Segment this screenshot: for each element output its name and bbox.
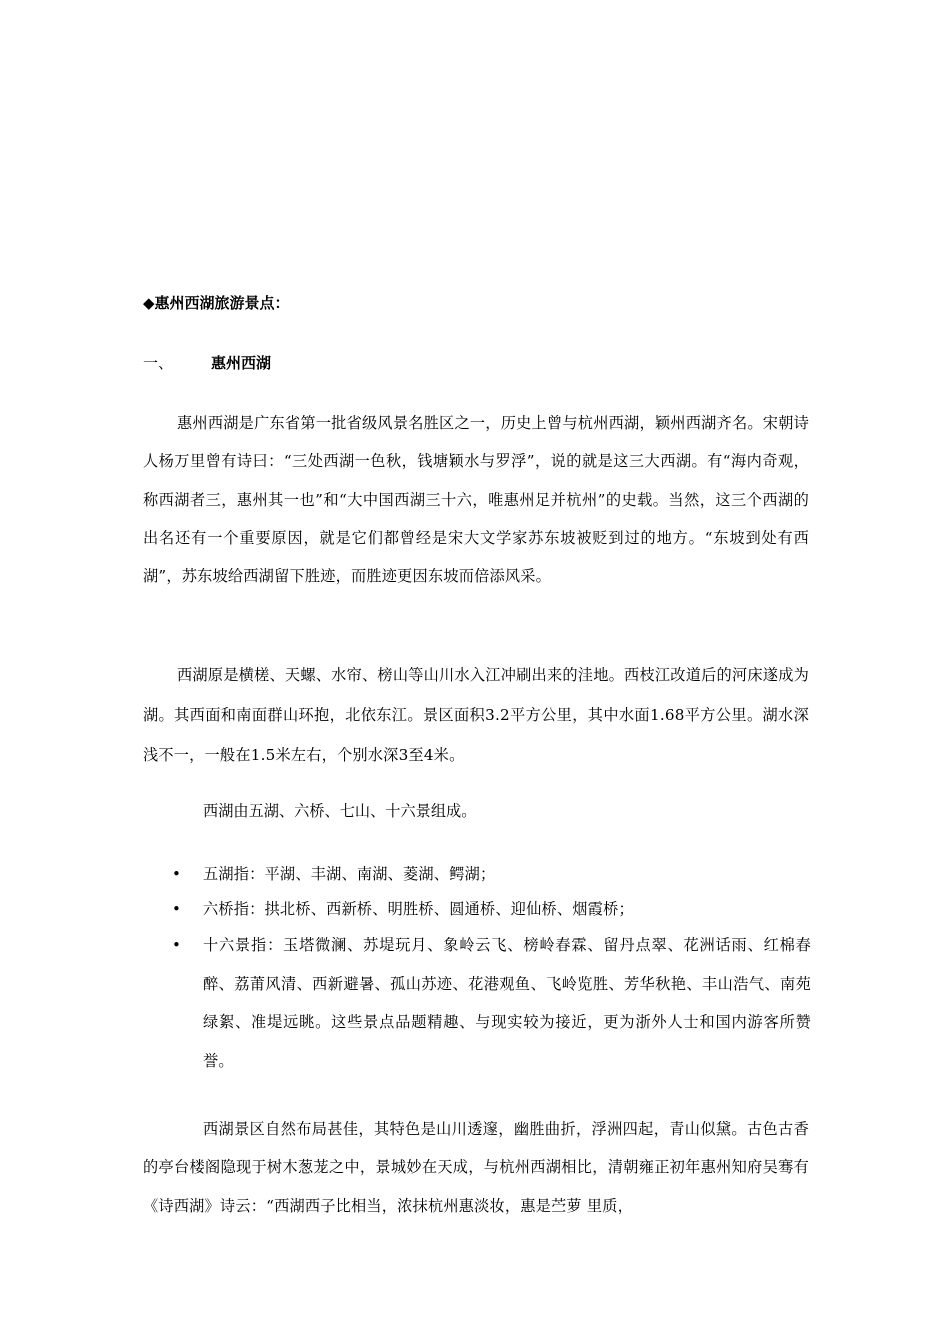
scenic-list [143, 856, 811, 1078]
list-item [143, 856, 811, 893]
list-item [143, 926, 811, 1080]
subsection-title [143, 352, 271, 374]
bullet-icon: • [172, 936, 182, 954]
list-item-text: 十六景指：玉塔微澜、苏堤玩月、象岭云飞、榜岭春霖、留丹点翠、花洲话雨、红棉春醉、荔莆风清、西新避暑、孤山苏迹、花港观鱼、飞岭览胜、芳华秋艳、丰山浩气、南苑绿絮、准堤远眺。这些景点品题精趣、与现实较为接近，更为浙外人士和国内游客所赞誉。 [203, 936, 811, 1070]
section-heading: ◆惠州西湖旅游景点： [143, 294, 290, 312]
paragraph-geography: 西湖原是横槎、天螺、水帘、榜山等山川水入江冲刷出来的洼地。西枝江改道后的河床遂成为湖。其西面和南面群山环抱，北依东江。景区面积3.2平方公里，其中水面1.68平方公里。湖水深浅不一，一般在1.5米左右，个别水深3至4米。 [143, 666, 809, 764]
list-item-text: 五湖指：平湖、丰湖、南湖、菱湖、鳄湖； [203, 865, 496, 883]
bullet-icon: • [172, 865, 182, 883]
list-item-text: 六桥指：拱北桥、西新桥、明胜桥、圆通桥、迎仙桥、烟霞桥； [203, 900, 634, 918]
paragraph-composition: 西湖由五湖、六桥、七山、十六景组成。 [203, 802, 477, 820]
list-item [143, 891, 811, 928]
subsection-name: 惠州西湖 [211, 354, 272, 372]
paragraph-intro: 惠州西湖是广东省第一批省级风景名胜区之一，历史上曾与杭州西湖，颖州西湖齐名。宋朝诗人杨万里曾有诗曰：“三处西湖一色秋，钱塘颖水与罗浮”，说的就是这三大西湖。有“海内奇观，称西湖者三，惠州其一也”和“大中国西湖三十六，唯惠州足并杭州”的史载。当然，这三个西湖的出名还有一个重要原因，就是它们都曾经是宋大文学家苏东坡被贬到过的地方。“东坡到处有西湖”，苏东坡给西湖留下胜迹，而胜迹更因东坡而倍添风采。 [143, 414, 809, 586]
paragraph-layout: 西湖景区自然布局甚佳，其特色是山川透邃，幽胜曲折，浮洲四起，青山似黛。古色古香的亭台楼阁隐现于树木葱茏之中，景城妙在天成，与杭州西湖相比，清朝雍正初年惠州知府吴骞有《诗西湖》诗云：“西湖西子比相当，浓抹杭州惠淡妆，惠是苎萝 里质， [143, 1120, 809, 1215]
bullet-icon: • [172, 900, 182, 918]
subsection-number: 一、 [143, 354, 174, 372]
